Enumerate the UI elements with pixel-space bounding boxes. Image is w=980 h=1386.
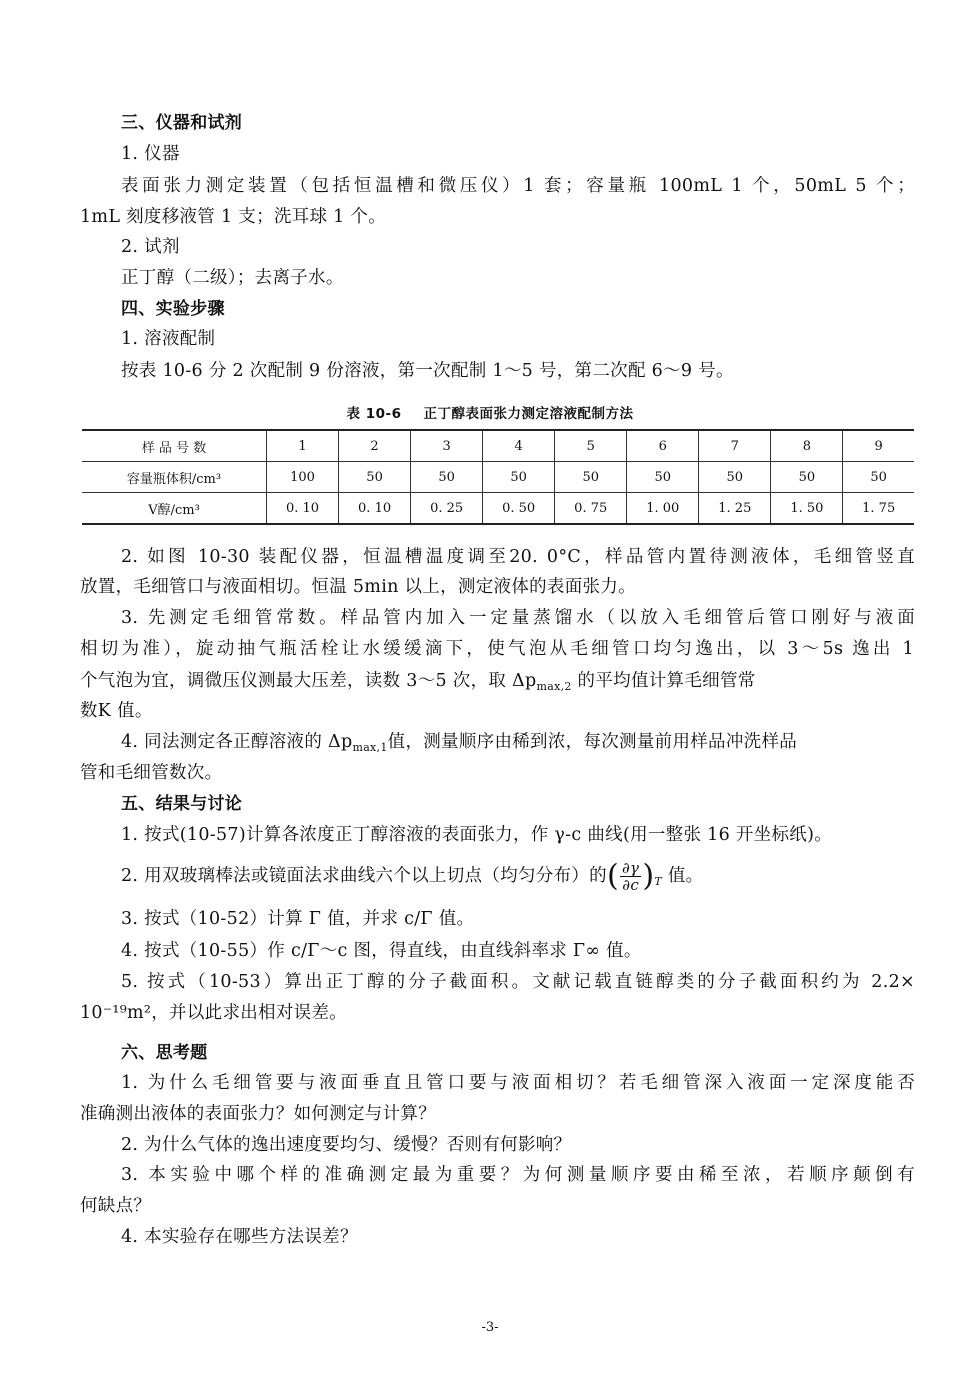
- table-cell: 9: [843, 430, 914, 462]
- step-4-line-1: [121, 731, 797, 759]
- step-2-line-2: 放置，毛细管口与液面相切。恒温 5min 以上，测定液体的表面张力。: [80, 577, 636, 597]
- question-2: 2. 为什么气体的逸出速度要均匀、缓慢？否则有何影响？: [121, 1135, 572, 1155]
- step-3-line-3: [80, 670, 756, 698]
- table-cell: 7: [699, 430, 771, 462]
- table-row: [82, 462, 914, 493]
- table-cell: 1. 75: [843, 493, 914, 525]
- step-2-line-1: 2. 如图 10-30 装配仪器，恒温槽温度调至20. 0°C，样品管内置待测液体，毛细管竖直: [121, 547, 915, 567]
- table-cell: 50: [483, 462, 555, 493]
- temperature-subscript: T: [654, 875, 662, 888]
- table-cell: 50: [411, 462, 483, 493]
- table-cell: 8: [771, 430, 843, 462]
- table-cell: 50: [771, 462, 843, 493]
- table-cell: 0. 75: [555, 493, 627, 525]
- table-caption-number: 表 10-6: [346, 406, 402, 422]
- instruments-line-2: 1mL 刻度移液管 1 支；洗耳球 1 个。: [80, 207, 387, 227]
- result-5-line-1: 5. 按式（10-53）算出正丁醇的分子截面积。文献记载直链醇类的分子截面积约为 2.2×: [121, 972, 915, 992]
- delta-p-subscript: max,1: [352, 741, 388, 754]
- left-paren: (: [606, 858, 619, 894]
- table-cell: 6: [627, 430, 699, 462]
- table-cell: 50: [843, 462, 914, 493]
- table-cell: 50: [627, 462, 699, 493]
- page-number: -3-: [481, 1320, 499, 1335]
- solution-prep-line: 按表 10-6 分 2 次配制 9 份溶液，第一次配制 1～5 号，第二次配 6～9 号。: [121, 361, 734, 381]
- table-cell: 3: [411, 430, 483, 462]
- table-cell: 1. 25: [699, 493, 771, 525]
- table-cell: 2: [339, 430, 411, 462]
- table-cell: 1: [267, 430, 339, 462]
- result-2: [121, 860, 703, 893]
- result-2-a: 2. 用双玻璃棒法或镜面法求曲线六个以上切点（均匀分布）的: [121, 866, 607, 886]
- section-3-heading: 三、仪器和试剂: [121, 113, 243, 133]
- delta-p-subscript: max,2: [536, 680, 572, 693]
- section-6-heading: 六、思考题: [121, 1043, 208, 1063]
- result-4: 4. 按式（10-55）作 c/Γ～c 图，得直线，由直线斜率求 Γ∞ 值。: [121, 941, 642, 961]
- table-cell: 0. 25: [411, 493, 483, 525]
- table-cell: 4: [483, 430, 555, 462]
- table-row: [82, 430, 914, 462]
- fraction-numerator: ∂γ: [621, 859, 640, 877]
- step-3-line-3-b: 的平均值计算毛细管常: [571, 671, 756, 691]
- table-cell: 50: [339, 462, 411, 493]
- table-cell: 0. 10: [267, 493, 339, 525]
- step-3-line-2: 相切为准），旋动抽气瓶活栓让水缓缓滴下，使气泡从毛细管口均匀逸出，以 3～5s 逸出 1: [80, 639, 914, 659]
- table-caption-title: 正丁醇表面张力测定溶液配制方法: [423, 406, 634, 422]
- table-cell: 50: [555, 462, 627, 493]
- right-paren: ): [642, 858, 655, 894]
- section-4-heading: 四、实验步骤: [121, 299, 225, 319]
- result-1: 1. 按式(10-57)计算各浓度正丁醇溶液的表面张力，作 γ-c 曲线(用一整张 16 开坐标纸)。: [121, 825, 833, 845]
- question-4: 4. 本实验存在哪些方法误差？: [121, 1227, 358, 1247]
- result-5-line-2: 10⁻¹⁹m²，并以此求出相对误差。: [80, 1003, 348, 1023]
- reagents-line: 正丁醇（二级）；去离子水。: [121, 268, 344, 288]
- step-4-line-1-a: 4. 同法测定各正醇溶液的 Δp: [121, 732, 353, 752]
- table-caption: [0, 402, 980, 422]
- table-cell: 100: [267, 462, 339, 493]
- table-cell: 5: [555, 430, 627, 462]
- result-3: 3. 按式（10-52）计算 Γ 值，并求 c/Γ 值。: [121, 909, 475, 929]
- table-cell: 0. 10: [339, 493, 411, 525]
- row-label-sample-number: 样 品 号 数: [82, 430, 267, 462]
- step-3-line-1: 3. 先测定毛细管常数。样品管内加入一定量蒸馏水（以放入毛细管后管口刚好与液面: [121, 608, 915, 628]
- table-cell: 0. 50: [483, 493, 555, 525]
- instruments-line-1: 表面张力测定装置（包括恒温槽和微压仪）1 套；容量瓶 100mL 1 个，50mL 5 个；: [121, 176, 915, 196]
- section-5-heading: 五、结果与讨论: [121, 794, 243, 814]
- row-label-flask-volume: 容量瓶体积/cm³: [82, 462, 267, 493]
- fraction-denominator: ∂c: [622, 876, 640, 894]
- subsection-reagents: 2. 试剂: [121, 237, 180, 257]
- step-3-line-3-a: 个气泡为宜，调微压仪测最大压差，读数 3～5 次，取 Δp: [80, 671, 537, 691]
- question-1-line-2: 准确测出液体的表面张力？如何测定与计算？: [80, 1104, 436, 1124]
- question-3-line-1: 3. 本实验中哪个样的准确测定最为重要？为何测量顺序要由稀至浓，若顺序颠倒有: [121, 1165, 915, 1185]
- row-label-alcohol-volume: V醇/cm³: [82, 493, 267, 525]
- step-4-line-1-b: 值，测量顺序由稀到浓，每次测量前用样品冲洗样品: [387, 732, 798, 752]
- question-3-line-2: 何缺点？: [80, 1196, 152, 1216]
- subsection-instruments: 1. 仪器: [121, 144, 180, 164]
- result-2-b: 值。: [661, 866, 704, 886]
- table-cell: 50: [699, 462, 771, 493]
- step-3-line-4: 数K 值。: [80, 701, 153, 721]
- question-1-line-1: 1. 为什么毛细管要与液面垂直且管口要与液面相切？若毛细管深入液面一定深度能否: [121, 1073, 915, 1093]
- solution-prep-table: [82, 429, 914, 525]
- table-row: [82, 493, 914, 525]
- partial-derivative-fraction: [620, 860, 641, 893]
- table-cell: 1. 50: [771, 493, 843, 525]
- step-4-line-2: 管和毛细管数次。: [80, 763, 223, 783]
- table-cell: 1. 00: [627, 493, 699, 525]
- subsection-solution-prep: 1. 溶液配制: [121, 329, 216, 349]
